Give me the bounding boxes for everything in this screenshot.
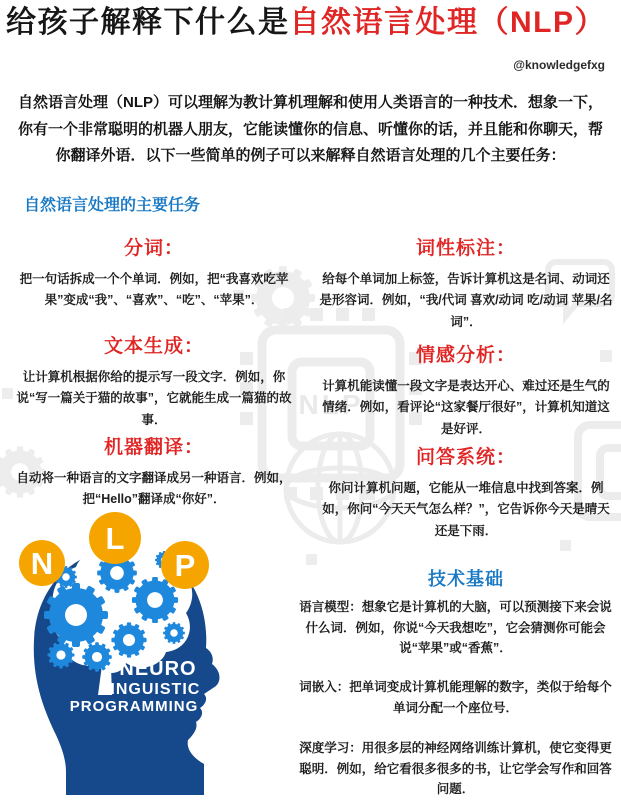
tech-item-deep-learning: 深度学习：用很多层的神经网络训练计算机，使它变得更聪明．例如，给它看很多很多的书，让它学会写作和回答问题． [299,741,612,796]
caption-line-programming: PROGRAMMING [69,698,199,715]
task-card-pos-tagging [318,233,614,333]
author-handle: @knowledgefxg [513,58,605,72]
task-body: 你问计算机问题，它能从一堆信息中找到答案．例如，你问“今天天气怎么样？”，它告诉你今天是晴天还是下雨． [322,481,610,538]
task-card-machine-translation [8,432,300,511]
chip-watermark-label: NLP [298,389,364,420]
task-body: 让计算机根据你给的提示写一段文字．例如，你说“写一篇关于猫的故事”，它就能生成一篇猫的故事． [16,370,292,427]
page-title-black-part: 给孩子解释下什么是 [6,6,290,39]
task-body: 把一句话拆成一个个单词．例如，把“我喜欢吃苹果”变成“我”、“喜欢”、“吃”、“苹果”． [19,272,289,308]
badge-letter-l: L [105,521,125,556]
task-card-text-generation [8,331,300,431]
caption-line-neuro: NEURO [119,658,197,680]
badge-letter-n: N [30,546,54,581]
task-title: 分词： [123,238,184,259]
caption-line-linguistic: LINGUISTIC [99,681,201,698]
page-title [6,4,618,42]
task-card-word-segmentation [8,233,300,312]
task-body: 给每个单词加上标签，告诉计算机这是名词、动词还是形容词．例如，“我/代词 喜欢/动词 吃/动词 苹果/名词”． [319,272,613,329]
task-title: 问答系统： [415,447,516,468]
task-title: 情感分析： [415,345,516,366]
page-title-red-part: 自然语言处理（NLP） [289,6,606,39]
tasks-section-heading: 自然语言处理的主要任务 [24,197,201,214]
task-card-question-answering [318,442,614,542]
nlp-brain-illustration [14,505,240,795]
task-title: 词性标注： [415,238,516,259]
task-card-sentiment-analysis [318,340,614,440]
tech-item-word-embedding: 词嵌入：把单词变成计算机能理解的数字，类似于给每个单词分配一个座位号． [299,680,612,715]
badge-letter-p: P [174,548,196,583]
task-title: 机器翻译： [103,437,204,458]
task-body: 自动将一种语言的文字翻译成另一种语言．例如，把“Hello”翻译成“你好”． [16,471,292,507]
task-title: 文本生成： [103,336,204,357]
intro-paragraph: 自然语言处理（NLP）可以理解为教计算机理解和使用人类语言的一种技术．想象一下，你有一个非常聪明的机器人朋友，它能读懂你的信息、听懂你的话，并且能和你聊天，帮你翻译外语．以下一些简单的例子可以来解释自然语言处理的几个主要任务： [18,94,604,165]
tech-section-heading: 技术基础 [428,569,504,589]
task-body: 计算机能读懂一段文字是表达开心、难过还是生气的情绪．例如，看评论“这家餐厅很好”，计算机知道这是好评． [322,379,610,436]
tech-item-language-model: 语言模型：想象它是计算机的大脑，可以预测接下来会说什么词．例如，你说“今天我想吃”，它会猜测你可能会说“苹果”或“香蕉”． [299,600,612,655]
